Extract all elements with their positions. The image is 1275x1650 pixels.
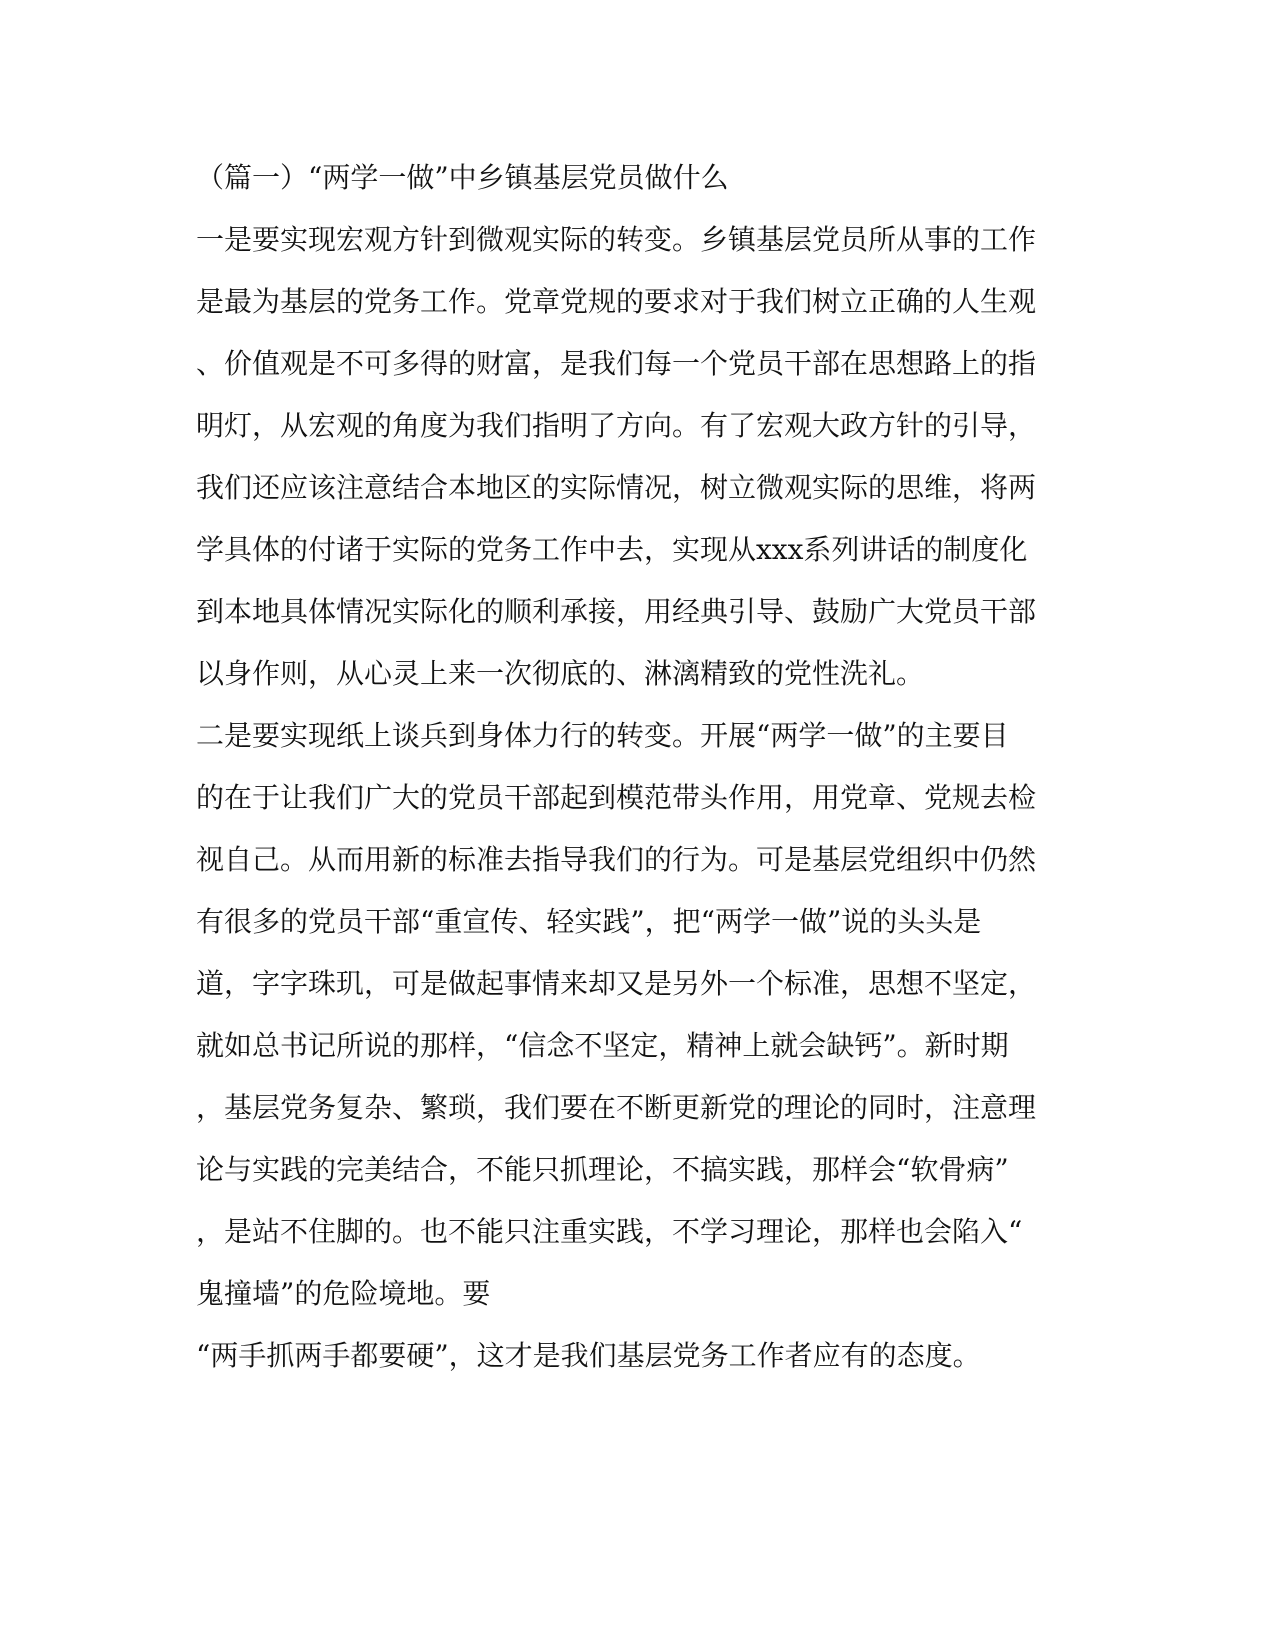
- paragraph-line: 视自己。从而用新的标准去指导我们的行为。可是基层党组织中仍然: [196, 843, 1037, 876]
- paragraph-line: ，是站不住脚的。也不能只注重实践，不学习理论，那样也会陷入“: [196, 1215, 1023, 1248]
- paragraph-line: 学具体的付诸于实际的党务工作中去，实现从xxx系列讲话的制度化: [196, 533, 1028, 566]
- paragraph-line: ，基层党务复杂、繁琐，我们要在不断更新党的理论的同时，注意理: [196, 1091, 1037, 1124]
- paragraph-line: 鬼撞墙”的危险境地。要: [196, 1277, 491, 1310]
- paragraph-line: 道，字字珠玑，可是做起事情来却又是另外一个标准，思想不坚定，: [196, 967, 1037, 1000]
- paragraph-line: 有很多的党员干部“重宣传、轻实践”，把“两学一做”说的头头是: [196, 905, 982, 938]
- paragraph-line: 就如总书记所说的那样，“信念不坚定，精神上就会缺钙”。新时期: [196, 1029, 1009, 1062]
- paragraph-line: 一是要实现宏观方针到微观实际的转变。乡镇基层党员所从事的工作: [196, 223, 1037, 256]
- paragraph-line: 论与实践的完美结合，不能只抓理论，不搞实践，那样会“软骨病”: [196, 1153, 1009, 1186]
- document-title: （篇一）“两学一做”中乡镇基层党员做什么: [196, 161, 729, 194]
- paragraph-line: 明灯，从宏观的角度为我们指明了方向。有了宏观大政方针的引导，: [196, 409, 1037, 442]
- paragraph-line: 到本地具体情况实际化的顺利承接，用经典引导、鼓励广大党员干部: [196, 595, 1037, 628]
- paragraph-3: “两手抓两手都要硬”，这才是我们基层党务工作者应有的态度。: [196, 1339, 981, 1372]
- paragraph-line: 我们还应该注意结合本地区的实际情况，树立微观实际的思维，将两: [196, 471, 1037, 504]
- paragraph-line: 的在于让我们广大的党员干部起到模范带头作用，用党章、党规去检: [196, 781, 1037, 814]
- paragraph-line: 二是要实现纸上谈兵到身体力行的转变。开展“两学一做”的主要目: [196, 719, 1009, 752]
- paragraph-line: 是最为基层的党务工作。党章党规的要求对于我们树立正确的人生观: [196, 285, 1037, 318]
- paragraph-line: 以身作则，从心灵上来一次彻底的、淋漓精致的党性洗礼。: [196, 657, 925, 690]
- paragraph-line: 、价值观是不可多得的财富，是我们每一个党员干部在思想路上的指: [196, 347, 1037, 380]
